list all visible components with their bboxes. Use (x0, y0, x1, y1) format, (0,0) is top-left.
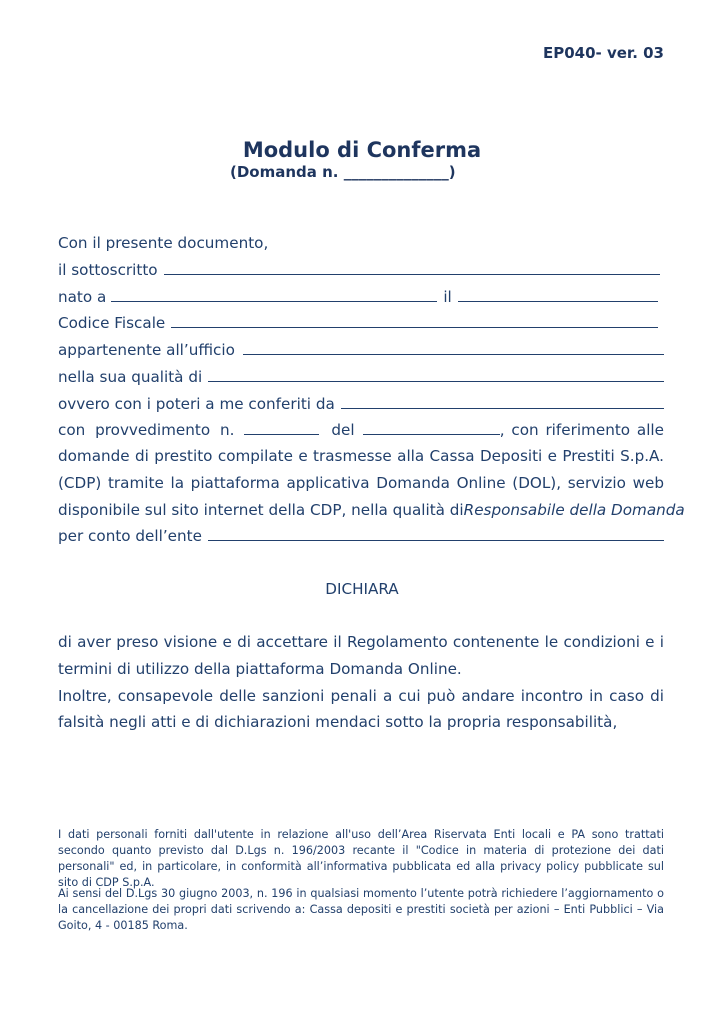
nato-label: nato a (58, 288, 107, 306)
privacy-notice: I dati personali forniti dall'utente in relazione all'uso dell’Area Riservata Enti locali e PA sono trattati secondo quanto previsto dal D.Lgs n. 196/2003 recante il "Codice in materia di protezione dei dati personali" ed, in particolare, in conformità all’informativa pubblicata ed alla privacy policy pubblicate sul sito di CDP S.p.A. (58, 828, 664, 889)
declaration-body (58, 0, 664, 760)
per-conto-label: per conto dell’ente (58, 527, 202, 545)
declaration-line-2 (58, 659, 664, 679)
document-code: EP040- ver. 03 (542, 44, 664, 62)
page-title: Modulo di Conferma (242, 138, 482, 162)
sottoscritto-label: il sottoscritto (58, 261, 158, 279)
riferimento-label: , con riferimento alle (499, 421, 664, 439)
il-label: il (443, 288, 452, 306)
declaration-line-3 (58, 686, 664, 706)
dichiara-heading: DICHIARA (325, 580, 399, 598)
page-subtitle: (Domanda n. ______________) (230, 163, 456, 181)
declaration-line-4 (58, 712, 664, 732)
responsabile-text: Responsabile della Domanda (463, 501, 685, 519)
declaration-text-1: di aver preso visione e di accettare il Regolamento contenente le condizioni e i (58, 633, 664, 651)
codice-fiscale-label: Codice Fiscale (58, 314, 166, 332)
domande-text: domande di prestito compilate e trasmesse alla Cassa Depositi e Prestiti S.p.A. (58, 447, 664, 465)
rights-notice: Ai sensi del D.Lgs 30 giugno 2003, n. 196 in qualsiasi momento l’utente potrà richiedere l’aggiornamento o la cancellazione dei propri dati scrivendo a: Cassa depositi e prestiti società per azioni – Enti Pubblici – Via Goito, 4 - 00185 Roma. (58, 887, 664, 932)
declaration-text-4: falsità negli atti e di dichiarazioni mendaci sotto la propria responsabilità, (58, 713, 618, 731)
ufficio-label: appartenente all’ufficio (58, 341, 235, 359)
declaration-text-2: termini di utilizzo della piattaforma Domanda Online. (58, 660, 462, 678)
declaration-text-3: Inoltre, consapevole delle sanzioni penali a cui può andare incontro in caso di (58, 687, 664, 705)
declaration-line-1 (58, 632, 664, 652)
del-label: del (331, 421, 355, 439)
qualita-label: nella sua qualità di (58, 368, 203, 386)
disponibile-text: disponibile sul sito internet della CDP, nella qualità di (58, 501, 464, 519)
cdp-text: (CDP) tramite la piattaforma applicativa Domanda Online (DOL), servizio web (58, 474, 664, 492)
poteri-label: ovvero con i poteri a me conferiti da (58, 395, 335, 413)
provvedimento-label: con provvedimento n. (58, 421, 235, 439)
intro-text: Con il presente documento, (58, 234, 269, 252)
